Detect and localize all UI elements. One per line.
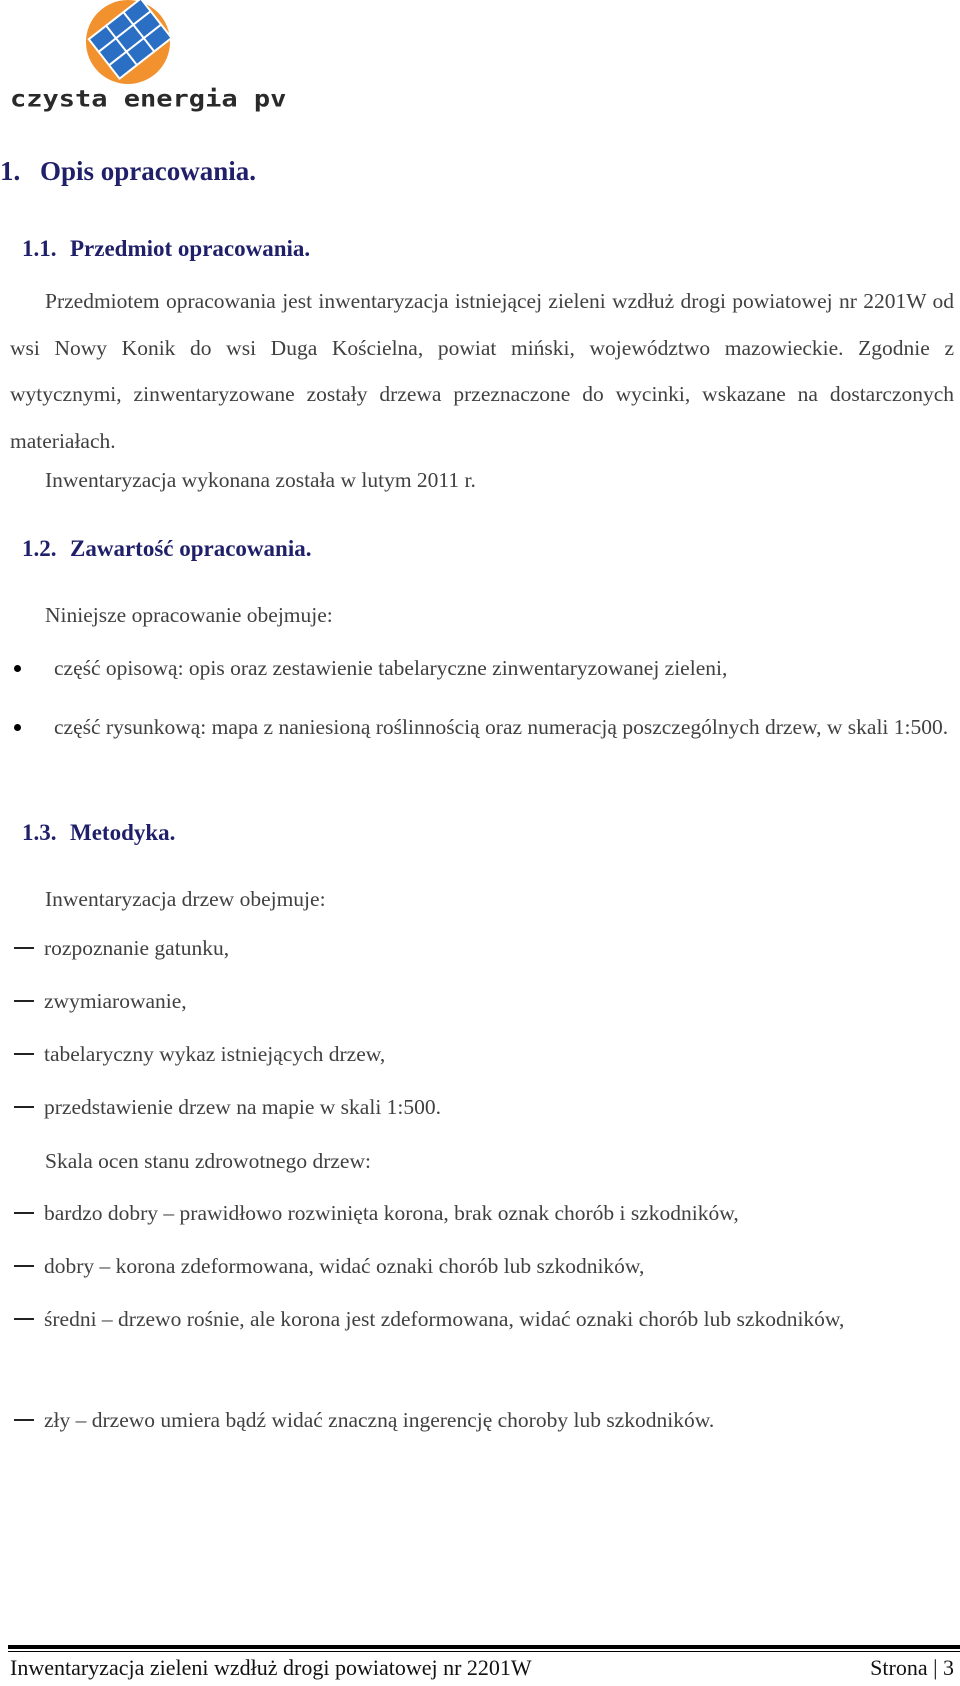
- section-title: Przedmiot opracowania.: [70, 236, 311, 261]
- bullet-icon: [14, 724, 21, 731]
- footer-document-title: Inwentaryzacja zieleni wzdłuż drogi powiatowej nr 2201W: [10, 1655, 532, 1680]
- chapter-heading: [0, 156, 256, 187]
- list-item-text: część rysunkową: mapa z naniesioną roślinnością oraz numeracją poszczególnych drzew, w skali 1:500.: [54, 715, 949, 739]
- health-scale-intro: Skala ocen stanu zdrowotnego drzew:: [45, 1149, 371, 1173]
- section-title: Zawartość opracowania.: [70, 536, 312, 561]
- bullet-icon: [14, 665, 21, 672]
- list-item: [10, 1031, 954, 1078]
- list-item-text: rozpoznanie gatunku,: [44, 936, 230, 960]
- list-item: [10, 925, 954, 972]
- section-number: 1.2.: [22, 536, 57, 561]
- list-item-text: przedstawienie drzew na mapie w skali 1:500.: [44, 1095, 442, 1119]
- section-1-2-intro: Niniejsze opracowanie obejmuje:: [45, 603, 333, 627]
- list-item: [10, 645, 954, 691]
- dash-icon: [14, 1265, 34, 1267]
- list-item: [10, 1397, 954, 1444]
- dash-icon: [14, 1318, 34, 1320]
- logo-wordmark: czysta energia pv: [10, 86, 287, 113]
- list-item: [10, 978, 954, 1025]
- footer-divider-thin: [8, 1651, 960, 1652]
- dash-icon: [14, 1000, 34, 1002]
- section-1-1-paragraph: Przedmiotem opracowania jest inwentaryzacja istniejącej zieleni wzdłuż drogi powiatowej nr 2201W od wsi Nowy Konik do wsi Duga Kościelna, powiat miński, województwo mazowieckie. Zgodnie z wytycznymi, zinwentaryzowane zostały drzewa przeznaczone do wycinki, wskazane na dostarczonych materiałach.: [10, 289, 954, 453]
- list-item-text: zwymiarowanie,: [44, 989, 187, 1013]
- list-item-text: dobry – korona zdeformowana, widać oznaki chorób lub szkodników,: [44, 1254, 645, 1278]
- section-number: 1.3.: [22, 820, 57, 845]
- section-heading-1-2: [22, 536, 311, 562]
- footer-page-number: Strona | 3: [870, 1655, 954, 1680]
- inventory-date-line: Inwentaryzacja wykonana została w lutym 2011 r.: [45, 468, 476, 492]
- chapter-number: 1.: [0, 156, 21, 186]
- list-item-text: tabelaryczny wykaz istniejących drzew,: [44, 1042, 386, 1066]
- list-item: [10, 1296, 954, 1343]
- list-item: [10, 1084, 954, 1131]
- section-title: Metodyka.: [70, 820, 176, 845]
- footer-divider: [8, 1645, 960, 1649]
- list-item-text: średni – drzewo rośnie, ale korona jest zdeformowana, widać oznaki chorób lub szkodników,: [44, 1307, 845, 1331]
- section-heading-1-3: [22, 820, 175, 846]
- list-item: [10, 704, 954, 750]
- company-logo: [8, 0, 287, 118]
- list-item: [10, 1190, 954, 1237]
- dash-icon: [14, 947, 34, 949]
- chapter-title: Opis opracowania.: [40, 156, 257, 186]
- list-item: [10, 1243, 954, 1290]
- dash-icon: [14, 1212, 34, 1214]
- list-item-text: zły – drzewo umiera bądź widać znaczną ingerencję choroby lub szkodników.: [44, 1408, 715, 1432]
- dash-icon: [14, 1419, 34, 1421]
- dash-icon: [14, 1053, 34, 1055]
- solar-panel-logo-graphic: [8, 0, 236, 90]
- section-number: 1.1.: [22, 236, 57, 261]
- section-1-3-intro: Inwentaryzacja drzew obejmuje:: [45, 887, 326, 911]
- list-item-text: bardzo dobry – prawidłowo rozwinięta korona, brak oznak chorób i szkodników,: [44, 1201, 739, 1225]
- dash-icon: [14, 1106, 34, 1108]
- section-heading-1-1: [22, 236, 310, 262]
- list-item-text: część opisową: opis oraz zestawienie tabelaryczne zinwentaryzowanej zieleni,: [54, 656, 728, 680]
